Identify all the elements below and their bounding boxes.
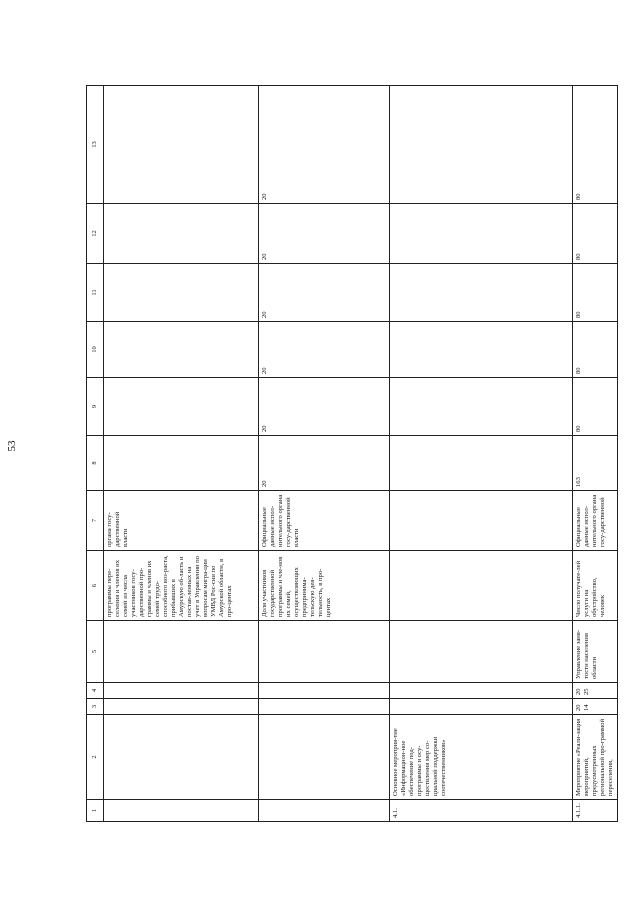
table-row: [573, 86, 618, 822]
cell-value: [390, 378, 573, 436]
cell-index: [104, 800, 259, 822]
cell-value: [104, 322, 259, 378]
rotated-table-container: [86, 86, 615, 822]
cell-source: [390, 491, 573, 551]
cell-indicator: [390, 551, 573, 621]
cell-start-year: [259, 699, 390, 715]
cell-value: [104, 264, 259, 322]
table-row: [259, 86, 390, 822]
cell-value: 20: [259, 322, 390, 378]
header-cell: 1: [87, 800, 104, 822]
cell-name: Мероприятие «Реали-зация мероприятий, предусмотренных региональной про-граммой переселения,: [573, 715, 618, 800]
header-cell: 7: [87, 491, 104, 551]
cell-name: [259, 715, 390, 800]
cell-indicator: Число получате-лей услуги на обустройство, человек: [573, 551, 618, 621]
cell-value: 80: [573, 264, 618, 322]
cell-value: 20: [259, 86, 390, 204]
cell-start-year: [104, 699, 259, 715]
cell-value: 80: [573, 378, 618, 436]
cell-value: 80: [573, 204, 618, 264]
cell-end-year: 2025: [573, 683, 618, 699]
cell-start-year: 2014: [573, 699, 618, 715]
cell-index: [259, 800, 390, 822]
cell-end-year: [259, 683, 390, 699]
cell-name: Основное мероприя-тие «Информацион-ное обеспечение под-программы и осу-ществления мер со-циальной поддержки соотечественников»: [390, 715, 573, 800]
data-table: [86, 85, 618, 822]
cell-index: 4.1.1.: [573, 800, 618, 822]
cell-value: 80: [573, 86, 618, 204]
cell-value: [390, 264, 573, 322]
cell-source: Официальные данные испол-нительного органа госу-дарственной власти: [259, 491, 390, 551]
cell-value: 20: [259, 436, 390, 491]
cell-value: 20: [259, 204, 390, 264]
table-row: [390, 86, 573, 822]
header-row: [87, 86, 104, 822]
cell-index: 4.1.: [390, 800, 573, 822]
cell-name: [104, 715, 259, 800]
header-cell: 13: [87, 86, 104, 204]
cell-value: [390, 86, 573, 204]
header-cell: 6: [87, 551, 104, 621]
cell-value: 20: [259, 378, 390, 436]
table-sheet: [86, 86, 615, 822]
cell-end-year: [104, 683, 259, 699]
cell-value: 20: [259, 264, 390, 322]
cell-value: [390, 322, 573, 378]
header-cell: 10: [87, 322, 104, 378]
cell-value: [104, 378, 259, 436]
cell-indicator: программы пере-селения и членов их семей из числа участников госу-дарственной про-граммы и членов их семей трудо-способного воз-раста, прибывших в Амурскую об-ласть и постав-ленных на учет в Управлении по вопросам мигра-ции УМВД Рос-сии по Амурской области, в про-центах: [104, 551, 259, 621]
header-cell: 9: [87, 378, 104, 436]
cell-value: [104, 436, 259, 491]
cell-value: 163: [573, 436, 618, 491]
header-cell: 8: [87, 436, 104, 491]
header-cell: 2: [87, 715, 104, 800]
cell-executor: [104, 621, 259, 683]
cell-source: Официальные данные испол-нительного органа госу-дарственной: [573, 491, 618, 551]
header-cell: 4: [87, 683, 104, 699]
cell-value: 80: [573, 322, 618, 378]
table-row: [104, 86, 259, 822]
cell-executor: Управление заня-тости населения области: [573, 621, 618, 683]
header-cell: 11: [87, 264, 104, 322]
cell-executor: [390, 621, 573, 683]
cell-value: [104, 204, 259, 264]
cell-end-year: [390, 683, 573, 699]
cell-value: [390, 436, 573, 491]
cell-indicator: Доля участников государственной программы и чле-нов их семей, осуществляющих предпринима-тельскую дея-тельность, в про-центах: [259, 551, 390, 621]
header-cell: 5: [87, 621, 104, 683]
cell-executor: [259, 621, 390, 683]
header-cell: 3: [87, 699, 104, 715]
cell-source: органа госу-дарственной власти: [104, 491, 259, 551]
cell-value: [390, 204, 573, 264]
cell-value: [104, 86, 259, 204]
page-number: 53: [6, 440, 18, 452]
cell-start-year: [390, 699, 573, 715]
header-cell: 12: [87, 204, 104, 264]
